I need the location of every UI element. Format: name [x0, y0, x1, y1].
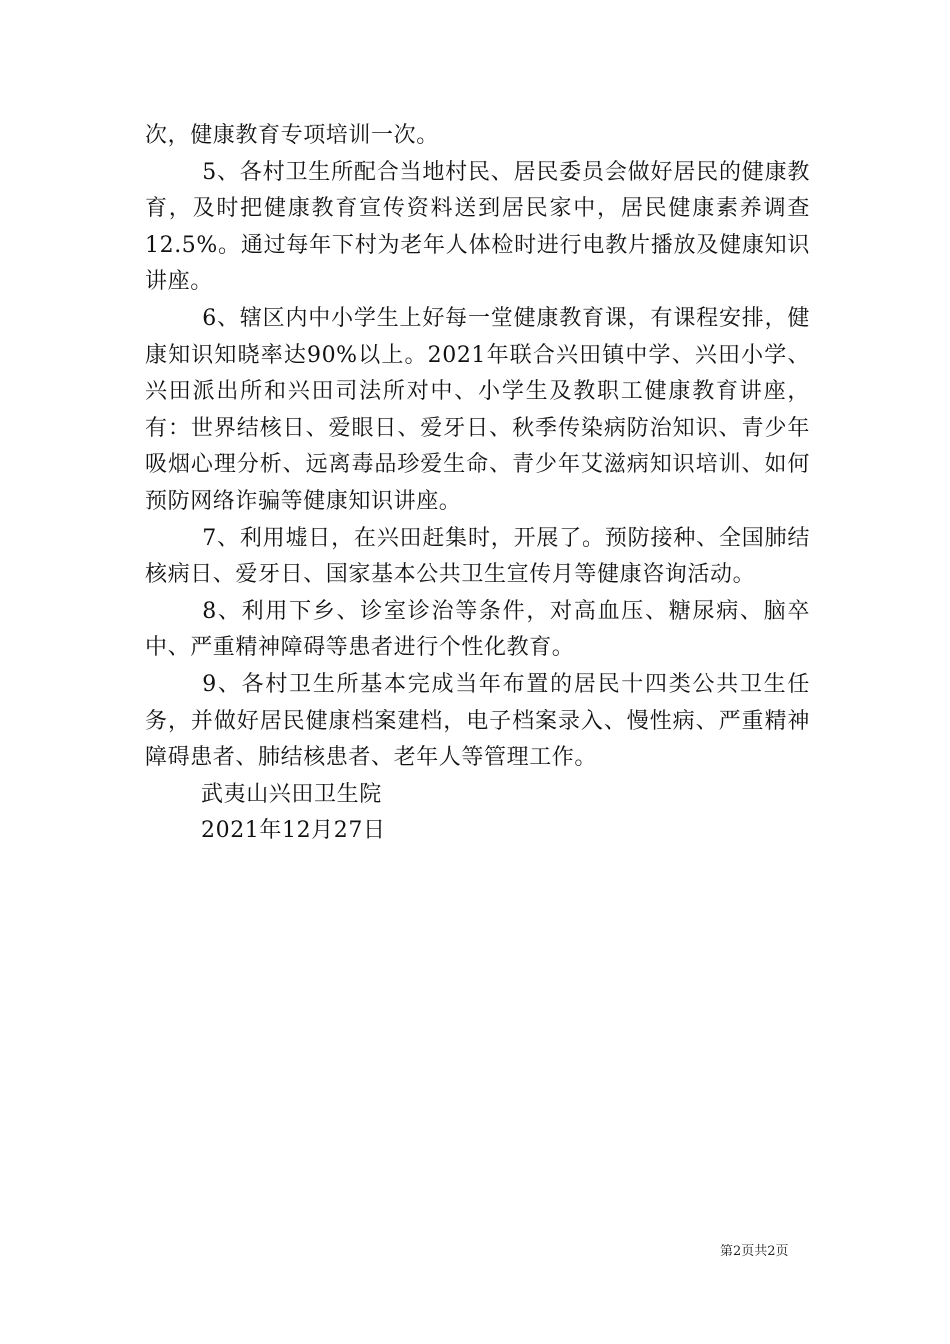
paragraph-item-6: 6、辖区内中小学生上好每一堂健康教育课，有课程安排，健康知识知晓率达90%以上。2021年联合兴田镇中学、兴田小学、兴田派出所和兴田司法所对中、小学生及教职工健康教育讲座，有：世界结核日、爱眼日、爱牙日、秋季传染病防治知识、青少年吸烟心理分析、远离毒品珍爱生命、青少年艾滋病知识培训、如何预防网络诈骗等健康知识讲座。: [145, 305, 810, 514]
page-number: 第2页共2页: [720, 1244, 789, 1259]
paragraph-continuation: 次，健康教育专项培训一次。: [145, 123, 439, 148]
paragraph-item-8: 8、利用下乡、诊室诊治等条件，对高血压、糖尿病、脑卒中、严重精神障碍等患者进行个性化教育。: [145, 598, 810, 661]
signature-date: 2021年12月27日: [201, 818, 386, 844]
document-body: [145, 118, 810, 850]
paragraph-item-7: 7、利用墟日，在兴田赶集时，开展了。预防接种、全国肺结核病日、爱牙日、国家基本公共卫生宣传月等健康咨询活动。: [145, 525, 810, 588]
paragraph-item-5: 5、各村卫生所配合当地村民、居民委员会做好居民的健康教育，及时把健康教育宣传资料送到居民家中，居民健康素养调查12.5%。通过每年下村为老年人体检时进行电教片播放及健康知识讲座。: [145, 159, 810, 295]
signature-organization: 武夷山兴田卫生院: [201, 781, 382, 807]
paragraph-item-9: 9、各村卫生所基本完成当年布置的居民十四类公共卫生任务，并做好居民健康档案建档，电子档案录入、慢性病、严重精神障碍患者、肺结核患者、老年人等管理工作。: [145, 671, 810, 771]
